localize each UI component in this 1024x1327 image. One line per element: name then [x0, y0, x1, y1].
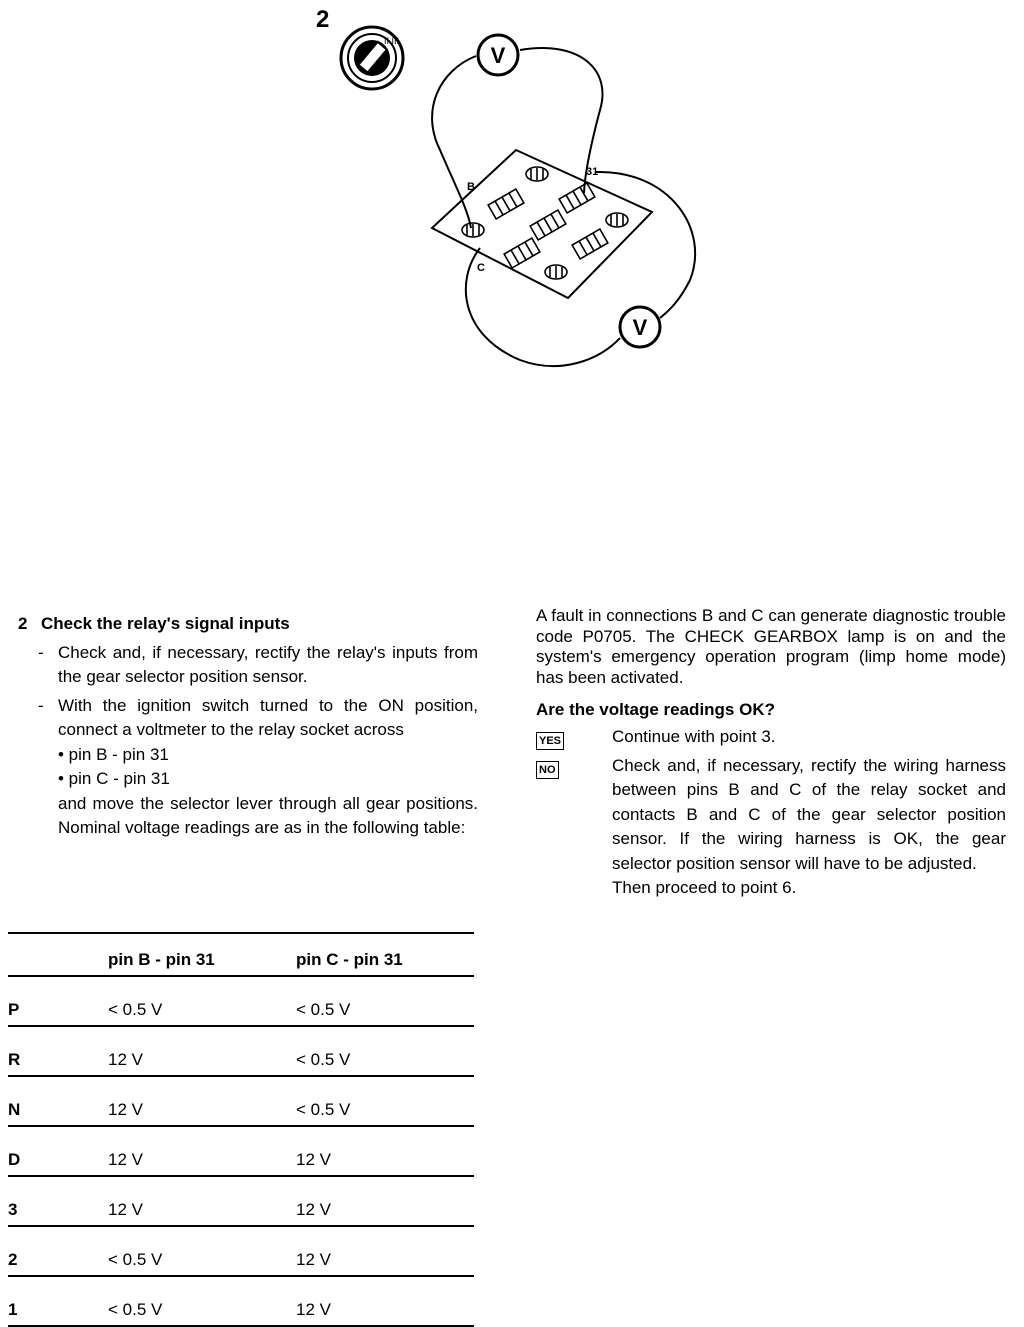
pin-c-value: 12 V [296, 1150, 331, 1169]
list-item [38, 694, 478, 841]
bullet-text: With the ignition switch turned to the ON position, connect a voltmeter to the relay socket across [58, 695, 478, 739]
yes-text: Continue with point 3. [612, 726, 776, 746]
bullet-text: and move the selector lever through all gear positions. Nominal voltage readings are as in the following table: [58, 793, 478, 837]
dash-marker: - [38, 642, 44, 662]
pin-b-value: < 0.5 V [108, 1300, 163, 1319]
fault-description: A fault in connections B and C can generate diagnostic trouble code P0705. The CHECK GEARBOX lamp is on and the system's emergency operation program (limp home mode) has been activated. [536, 606, 1006, 687]
table-row [8, 1126, 474, 1176]
gear-cell: R [8, 1050, 21, 1069]
no-badge: NO [536, 761, 559, 779]
pin-c-value: 12 V [296, 1300, 331, 1319]
no-text: Check and, if necessary, rectify the wiring harness between pins B and C of the relay socket and contacts B and C of the gear selector position sensor. If the wiring harness is OK, the gear selector position sensor will have to be adjusted. [612, 755, 1006, 873]
table-row [8, 1176, 474, 1226]
no-answer [536, 755, 1006, 901]
pin-c-value: 12 V [296, 1200, 331, 1219]
voltmeter-label: V [632, 315, 648, 340]
column-header: pin B - pin 31 [108, 950, 215, 969]
pin-c-value: < 0.5 V [296, 1050, 351, 1069]
column-header: pin C - pin 31 [296, 950, 403, 969]
pin-b-value: 12 V [108, 1100, 143, 1119]
pin-31-label: 31 [586, 166, 599, 178]
procedure-section [18, 612, 478, 841]
table-row [8, 1026, 474, 1076]
relay-socket [432, 150, 652, 298]
pin-item: • pin C - pin 31 [58, 769, 170, 788]
yes-answer [536, 726, 1006, 750]
pin-c-value: < 0.5 V [296, 1000, 351, 1019]
table-row [8, 1076, 474, 1126]
section-number: 2 [18, 614, 28, 633]
bullet-text: Check and, if necessary, rectify the relay's inputs from the gear selector position sensor. [58, 642, 478, 686]
gear-cell: 2 [8, 1250, 18, 1269]
yes-badge: YES [536, 732, 564, 750]
pin-b-value: 12 V [108, 1200, 143, 1219]
gear-cell: D [8, 1150, 21, 1169]
pin-c-label: C [477, 262, 485, 274]
pin-b-value: 12 V [108, 1050, 143, 1069]
pin-b-value: 12 V [108, 1150, 143, 1169]
pin-b-value: < 0.5 V [108, 1000, 163, 1019]
voltmeter-label: V [490, 43, 506, 68]
pin-b-label: B [467, 181, 475, 193]
relay-socket-diagram [300, 0, 720, 380]
dash-marker: - [38, 695, 44, 715]
section-heading [18, 612, 478, 637]
step-number: 2 [316, 6, 330, 33]
gear-cell: 1 [8, 1300, 18, 1319]
switch-marks: II III [384, 36, 400, 46]
section-title: Check the relay's signal inputs [41, 614, 290, 633]
diagnosis-section [536, 606, 1006, 901]
ignition-switch-icon [341, 27, 403, 89]
column-header [8, 933, 108, 976]
pin-c-value: < 0.5 V [296, 1100, 351, 1119]
table-row [8, 1276, 474, 1326]
voltmeter-icon [620, 307, 660, 347]
table-header-row [8, 933, 474, 976]
gear-cell: N [8, 1100, 21, 1119]
pin-c-value: 12 V [296, 1250, 331, 1269]
gear-cell: P [8, 1000, 20, 1019]
pin-item: • pin B - pin 31 [58, 744, 169, 764]
no-then-text: Then proceed to point 6. [612, 878, 797, 897]
pin-b-value: < 0.5 V [108, 1250, 163, 1269]
table-row [8, 1226, 474, 1276]
gear-cell: 3 [8, 1200, 18, 1219]
check-question: Are the voltage readings OK? [536, 700, 775, 719]
voltmeter-icon [478, 35, 518, 75]
list-item [38, 641, 478, 690]
voltage-table [8, 932, 474, 1327]
table-row [8, 976, 474, 1026]
